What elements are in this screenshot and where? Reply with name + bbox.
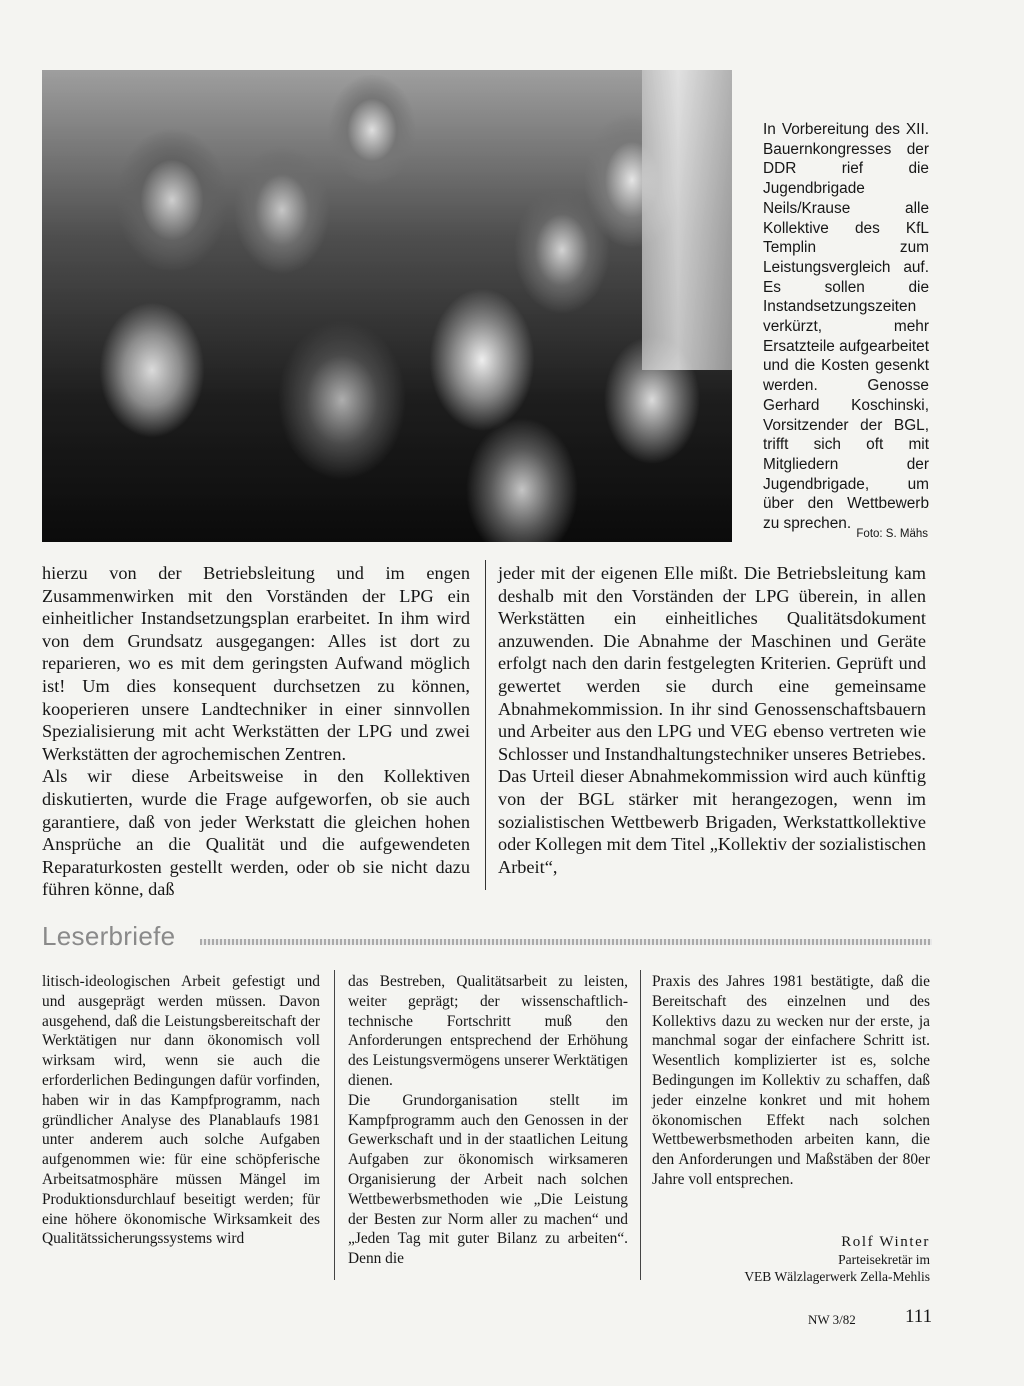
- truck-cab: [642, 70, 732, 370]
- article-paragraph: hierzu von der Betriebsleitung und im engen Zusammenwirken mit den Vorständen der LPG ein einheitlicher Instandsetzungsplan erarbeitet. In ihm wird von dem Grundsatz ausgegangen: Alles ist dort zu reparieren, wo es mit dem geringsten Aufwand möglich ist! Um dies konsequent durchsetzen zu können, kooperieren unsere Landtechniker in einer sinnvollen Spezialisierung mit acht Werkstätten der LPG und zwei Werkstätten der agrochemischen Zentren.: [42, 563, 470, 764]
- letters-column-3: [652, 972, 930, 1190]
- letter-paragraph: das Bestreben, Qualitätsarbeit zu leisten, weiter geprägt; der wissenschaftlich-technische Fortschritt muß den Anforderungen entsprechend der Erhöhung des Leistungsvermögens unserer Werktätigen dienen.: [348, 973, 628, 1089]
- section-title: Leserbriefe: [42, 921, 176, 951]
- photo-credit: Foto: S. Mähs: [856, 528, 928, 540]
- section-rule: [200, 939, 932, 945]
- author-role: Parteisekretär im: [838, 1252, 930, 1267]
- section-header: [42, 921, 932, 957]
- author-name: Rolf Winter: [841, 1234, 930, 1250]
- article-paragraph: Das Urteil dieser Abnahmekommission wird auch künftig von der BGL stärker mit herangezogen, wenn im sozialistischen Wettbewerb Brigaden, Werkstattkollektive oder Kollegen mit dem Titel „Kollektiv der sozialistischen Arbeit“,: [498, 766, 927, 877]
- column-divider: [485, 560, 486, 890]
- article-column-2: [498, 562, 926, 878]
- article-paragraph: jeder mit der eigenen Elle mißt. Die Betriebsleitung kam deshalb mit den Vorständen der LPG überein, in allen Werkstätten ein einheitliches Qualitätsdokument anzuwenden. Die Abnahme der Maschinen und Geräte erfolgt nach den darin festgelegten Kriterien. Geprüft und gewertet werden sie durch eine gemeinsame Abnahmekommission. In ihr sind Genossenschaftsbauern und Arbeiter aus den LPG und VEG ebenso vertreten wie Schlosser und Instandhaltungstechniker unseres Betriebes.: [498, 563, 926, 764]
- brigade-photo: [42, 70, 732, 542]
- article-column-1: [42, 562, 470, 901]
- article-paragraph: Als wir diese Arbeitsweise in den Kollektiven diskutierten, wurde die Frage aufgeworfen, ob sie auch garantiere, daß von jeder Werkstatt die gleichen hohen Ansprüche an die Qualität und die aufgewendeten Reparaturkosten gestellt werden, oder ob sie nicht dazu führen könne, daß: [42, 766, 470, 900]
- signature-block: [744, 1234, 930, 1285]
- letters-column-1: [42, 972, 320, 1249]
- column-divider: [640, 970, 641, 1280]
- author-organization: VEB Wälzlagerwerk Zella-Mehlis: [744, 1269, 930, 1284]
- letter-paragraph: litisch-ideologischen Arbeit gefestigt und und ausgeprägt werden müssen. Davon ausgehend, daß die Leistungsbereitschaft der Werktätigen nur dann ökonomisch voll wirksam wird, wenn sie auch die erforderlichen Bedingungen dafür vorfinden, haben wir in das Kampfprogramm, nach gründlicher Analyse des Planablaufs 1981 unter anderem auch solche Aufgaben aufgenommen wie: für eine schöpferische Arbeitsatmosphäre müssen Mängel im Produktionsdurchlauf beseitigt werden; für eine höhere ökonomische Wirksamkeit des Qualitätssicherungssystems wird: [42, 973, 320, 1248]
- magazine-issue: NW 3/82: [808, 1312, 856, 1327]
- page-number: 111: [905, 1306, 933, 1327]
- column-divider: [334, 970, 335, 1280]
- letter-paragraph: Praxis des Jahres 1981 bestätigte, daß die Bereitschaft des einzelnen und des Kollektivs dazu zu wecken nur der erste, ja manchmal sogar der einfachere Schritt ist. Wesentlich komplizierter ist es, solche Bedingungen im Kollektiv zu schaffen, daß jeder einzelne konkret und mit hohem ökonomischen Effekt nach solchen Wettbewerbsmethoden arbeiten kann, die den Anforderungen und Maßstäben der 80er Jahre voll entsprechen.: [652, 973, 930, 1188]
- letter-paragraph: Die Grundorganisation stellt im Kampfprogramm auch den Genossen in der Gewerkschaft und in der staatlichen Leitung Aufgaben zur ökonomisch wirksameren Organisierung der Arbeit nach solchen Wettbewerbsmethoden wie „Die Leistung der Besten zur Norm aller zu machen“ und „Jeden Tag mit guter Bilanz zu arbeiten“. Denn die: [348, 1091, 628, 1268]
- photo-caption: In Vorbereitung des XII. Bauernkongresses der DDR rief die Jugendbrigade Neils/Krause alle Kollektive des KfL Templin zum Leistungsvergleich auf. Es sollen die Instandsetzungszeiten verkürzt, mehr Ersatzteile aufgearbeitet und die Kosten gesenkt werden. Genosse Gerhard Koschinski, Vorsitzender der BGL, trifft sich oft mit Mitgliedern der Jugendbrigade, um über den Wettbewerb zu sprechen.: [763, 121, 929, 533]
- letters-column-2: [348, 972, 628, 1269]
